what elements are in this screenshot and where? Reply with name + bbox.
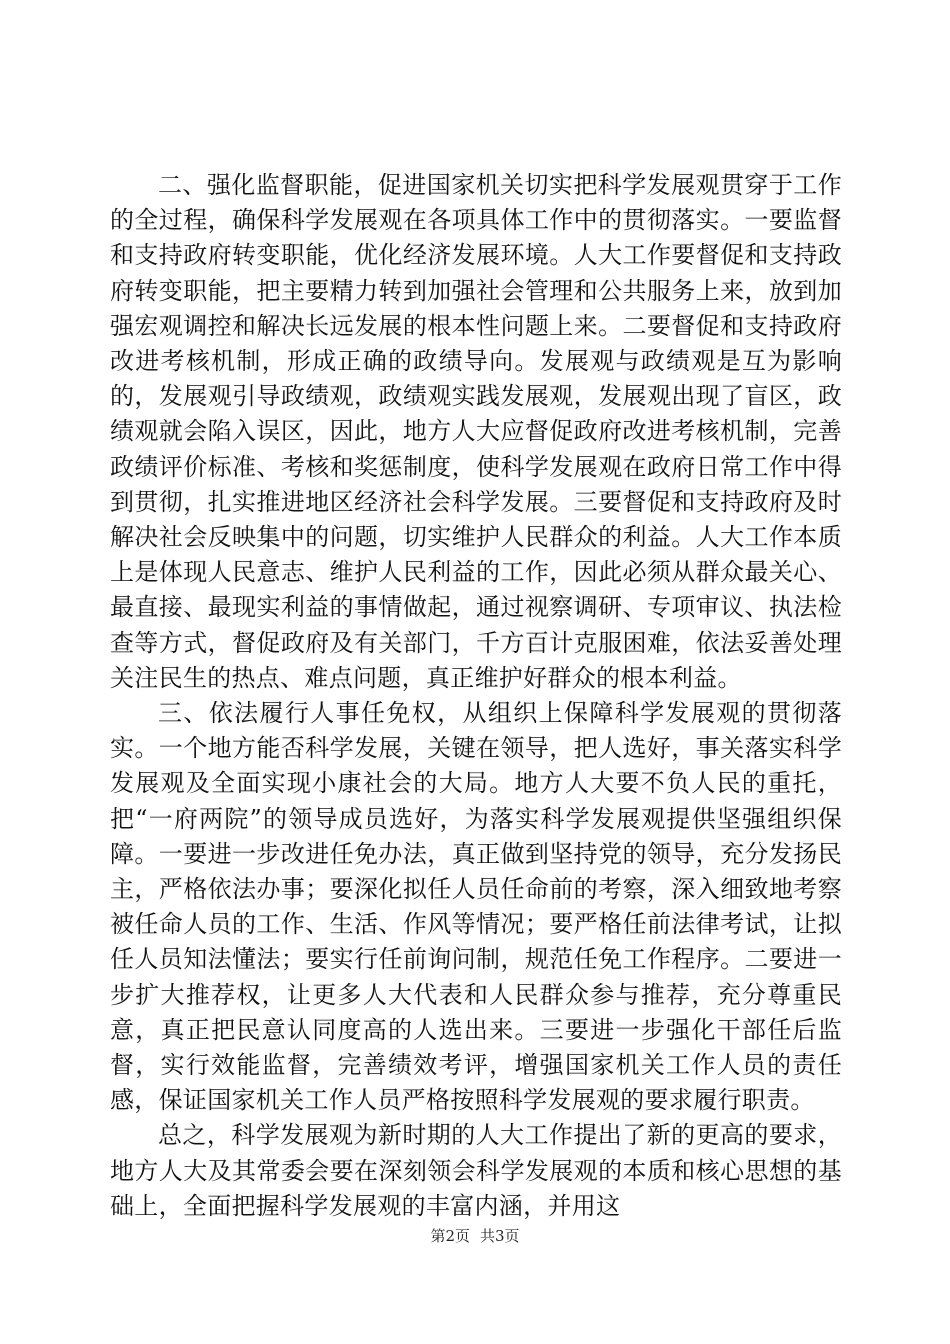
page-footer <box>0 1226 950 1246</box>
paragraph-appointment: 三、依法履行人事任免权，从组织上保障科学发展观的贯彻落实。一个地方能否科学发展，关键在领导，把人选好，事关落实科学发展观及全面实现小康社会的大局。地方人大要不负人民的重托，把“一府两院”的领导成员选好，为落实科学发展观提供坚强组织保障。一要进一步改进任免办法，真正做到坚持党的领导，充分发扬民主，严格依法办事；要深化拟任人员任命前的考察，深入细致地考察被任命人员的工作、生活、作风等情况；要严格任前法律考试，让拟任人员知法懂法；要实行任前询问制，规范任免工作程序。二要进一步扩大推荐权，让更多人大代表和人民群众参与推荐，充分尊重民意，真正把民意认同度高的人选出来。三要进一步强化干部任后监督，实行效能监督，完善绩效考评，增强国家机关工作人员的责任感，保证国家机关工作人员严格按照科学发展观的要求履行职责。 <box>110 699 842 1115</box>
page-number-total: 共3页 <box>480 1227 520 1245</box>
paragraph-conclusion: 总之，科学发展观为新时期的人大工作提出了新的更高的要求，地方人大及其常委会要在深刻领会科学发展观的本质和核心思想的基础上，全面把握科学发展观的丰富内涵，并用这 <box>110 1121 842 1220</box>
document-body <box>110 168 842 1224</box>
paragraph-supervision: 二、强化监督职能，促进国家机关切实把科学发展观贯穿于工作的全过程，确保科学发展观在各项具体工作中的贯彻落实。一要监督和支持政府转变职能，优化经济发展环境。人大工作要督促和支持政府转变职能，把主要精力转到加强社会管理和公共服务上来，放到加强宏观调控和解决长远发展的根本性问题上来。二要督促和支持政府改进考核机制，形成正确的政绩导向。发展观与政绩观是互为影响的，发展观引导政绩观，政绩观实践发展观，发展观出现了盲区，政绩观就会陷入误区，因此，地方人大应督促政府改进考核机制，完善政绩评价标准、考核和奖惩制度，使科学发展观在政府日常工作中得到贯彻，扎实推进地区经济社会科学发展。三要督促和支持政府及时解决社会反映集中的问题，切实维护人民群众的利益。人大工作本质上是体现人民意志、维护人民利益的工作，因此必须从群众最关心、最直接、最现实利益的事情做起，通过视察调研、专项审议、执法检查等方式，督促政府及有关部门，千方百计克服困难，依法妥善处理关注民生的热点、难点问题，真正维护好群众的根本利益。 <box>110 171 842 692</box>
page-number-current: 第2页 <box>430 1227 470 1245</box>
